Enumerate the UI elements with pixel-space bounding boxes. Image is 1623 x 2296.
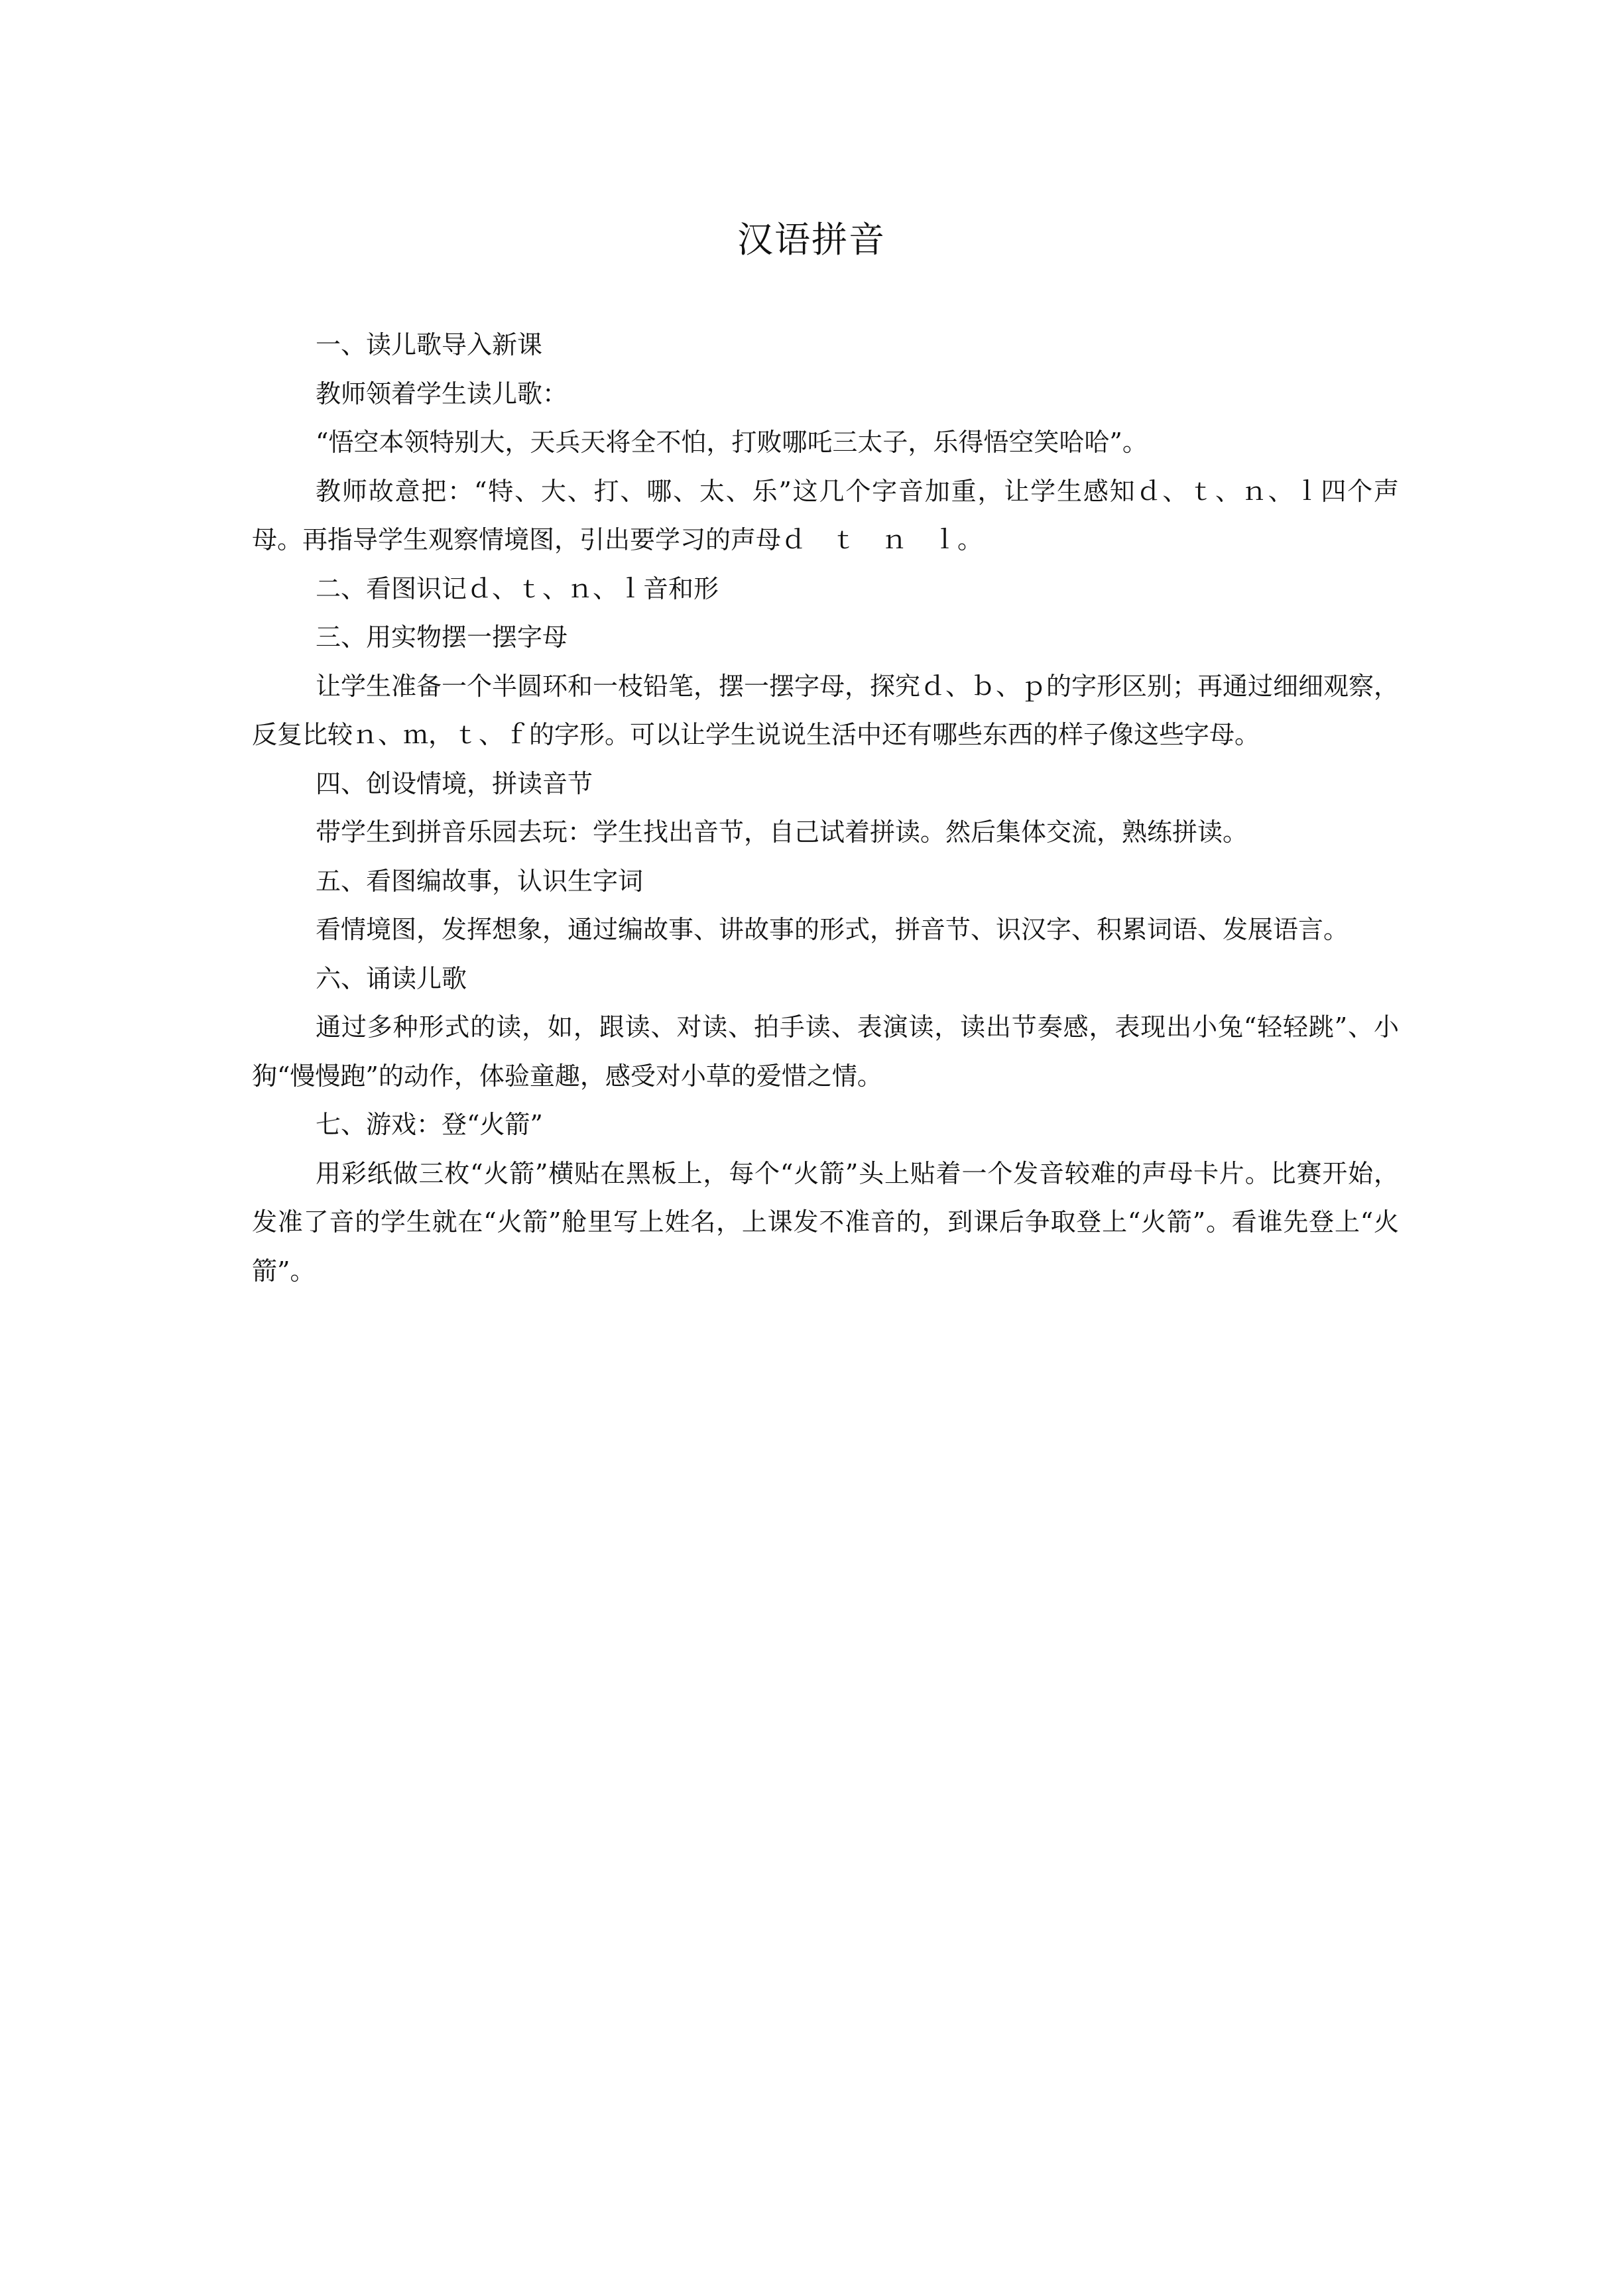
document-title: 汉语拼音	[737, 219, 886, 261]
paragraph: 让学生准备一个半圆环和一枝铅笔，摆一摆字母，探究ｄ、ｂ、ｐ的字形区别；再通过细细观察，反复比较ｎ、ｍ，ｔ、ｆ的字形。可以让学生说说生活中还有哪些东西的样子像这些字母。	[252, 671, 1400, 749]
heading-6: 六、诵读儿歌	[316, 963, 467, 993]
paragraph: 教师故意把：“特、大、打、哪、太、乐”这几个字音加重，让学生感知ｄ、ｔ、ｎ、ｌ四个声母。再指导学生观察情境图，引出要学习的声母ｄ ｔ ｎ ｌ。	[252, 476, 1399, 554]
paragraph: 带学生到拼音乐园去玩：学生找出音节，自己试着拼读。然后集体交流，熟练拼读。	[316, 817, 1248, 847]
heading-2: 二、看图识记ｄ、ｔ、ｎ、ｌ音和形	[316, 574, 719, 603]
paragraph: 通过多种形式的读，如，跟读、对读、拍手读、表演读，读出节奏感，表现出小兔“轻轻跳”、小狗“慢慢跑”的动作，体验童趣，感受对小草的爱惜之情。	[252, 1012, 1399, 1091]
heading-3: 三、用实物摆一摆字母	[316, 623, 568, 652]
paragraph: 看情境图，发挥想象，通过编故事、讲故事的形式，拼音节、识汉字、积累词语、发展语言。	[316, 915, 1349, 944]
paragraph: 教师领着学生读儿歌：	[316, 379, 568, 408]
heading-4: 四、创设情境，拼读音节	[316, 768, 593, 798]
heading-1: 一、读儿歌导入新课	[316, 330, 543, 359]
heading-5: 五、看图编故事，认识生字词	[316, 866, 644, 896]
document-body	[252, 321, 1399, 1296]
paragraph: 用彩纸做三枚“火箭”横贴在黑板上，每个“火箭”头上贴着一个发音较难的声母卡片。比赛开始，发准了音的学生就在“火箭”舱里写上姓名，上课发不准音的，到课后争取登上“火箭”。看谁先登上“火箭”。	[252, 1158, 1399, 1286]
heading-7: 七、游戏：登“火箭”	[316, 1110, 543, 1139]
paragraph: “悟空本领特别大，天兵天将全不怕，打败哪吒三太子，乐得悟空笑哈哈”。	[316, 428, 1148, 457]
